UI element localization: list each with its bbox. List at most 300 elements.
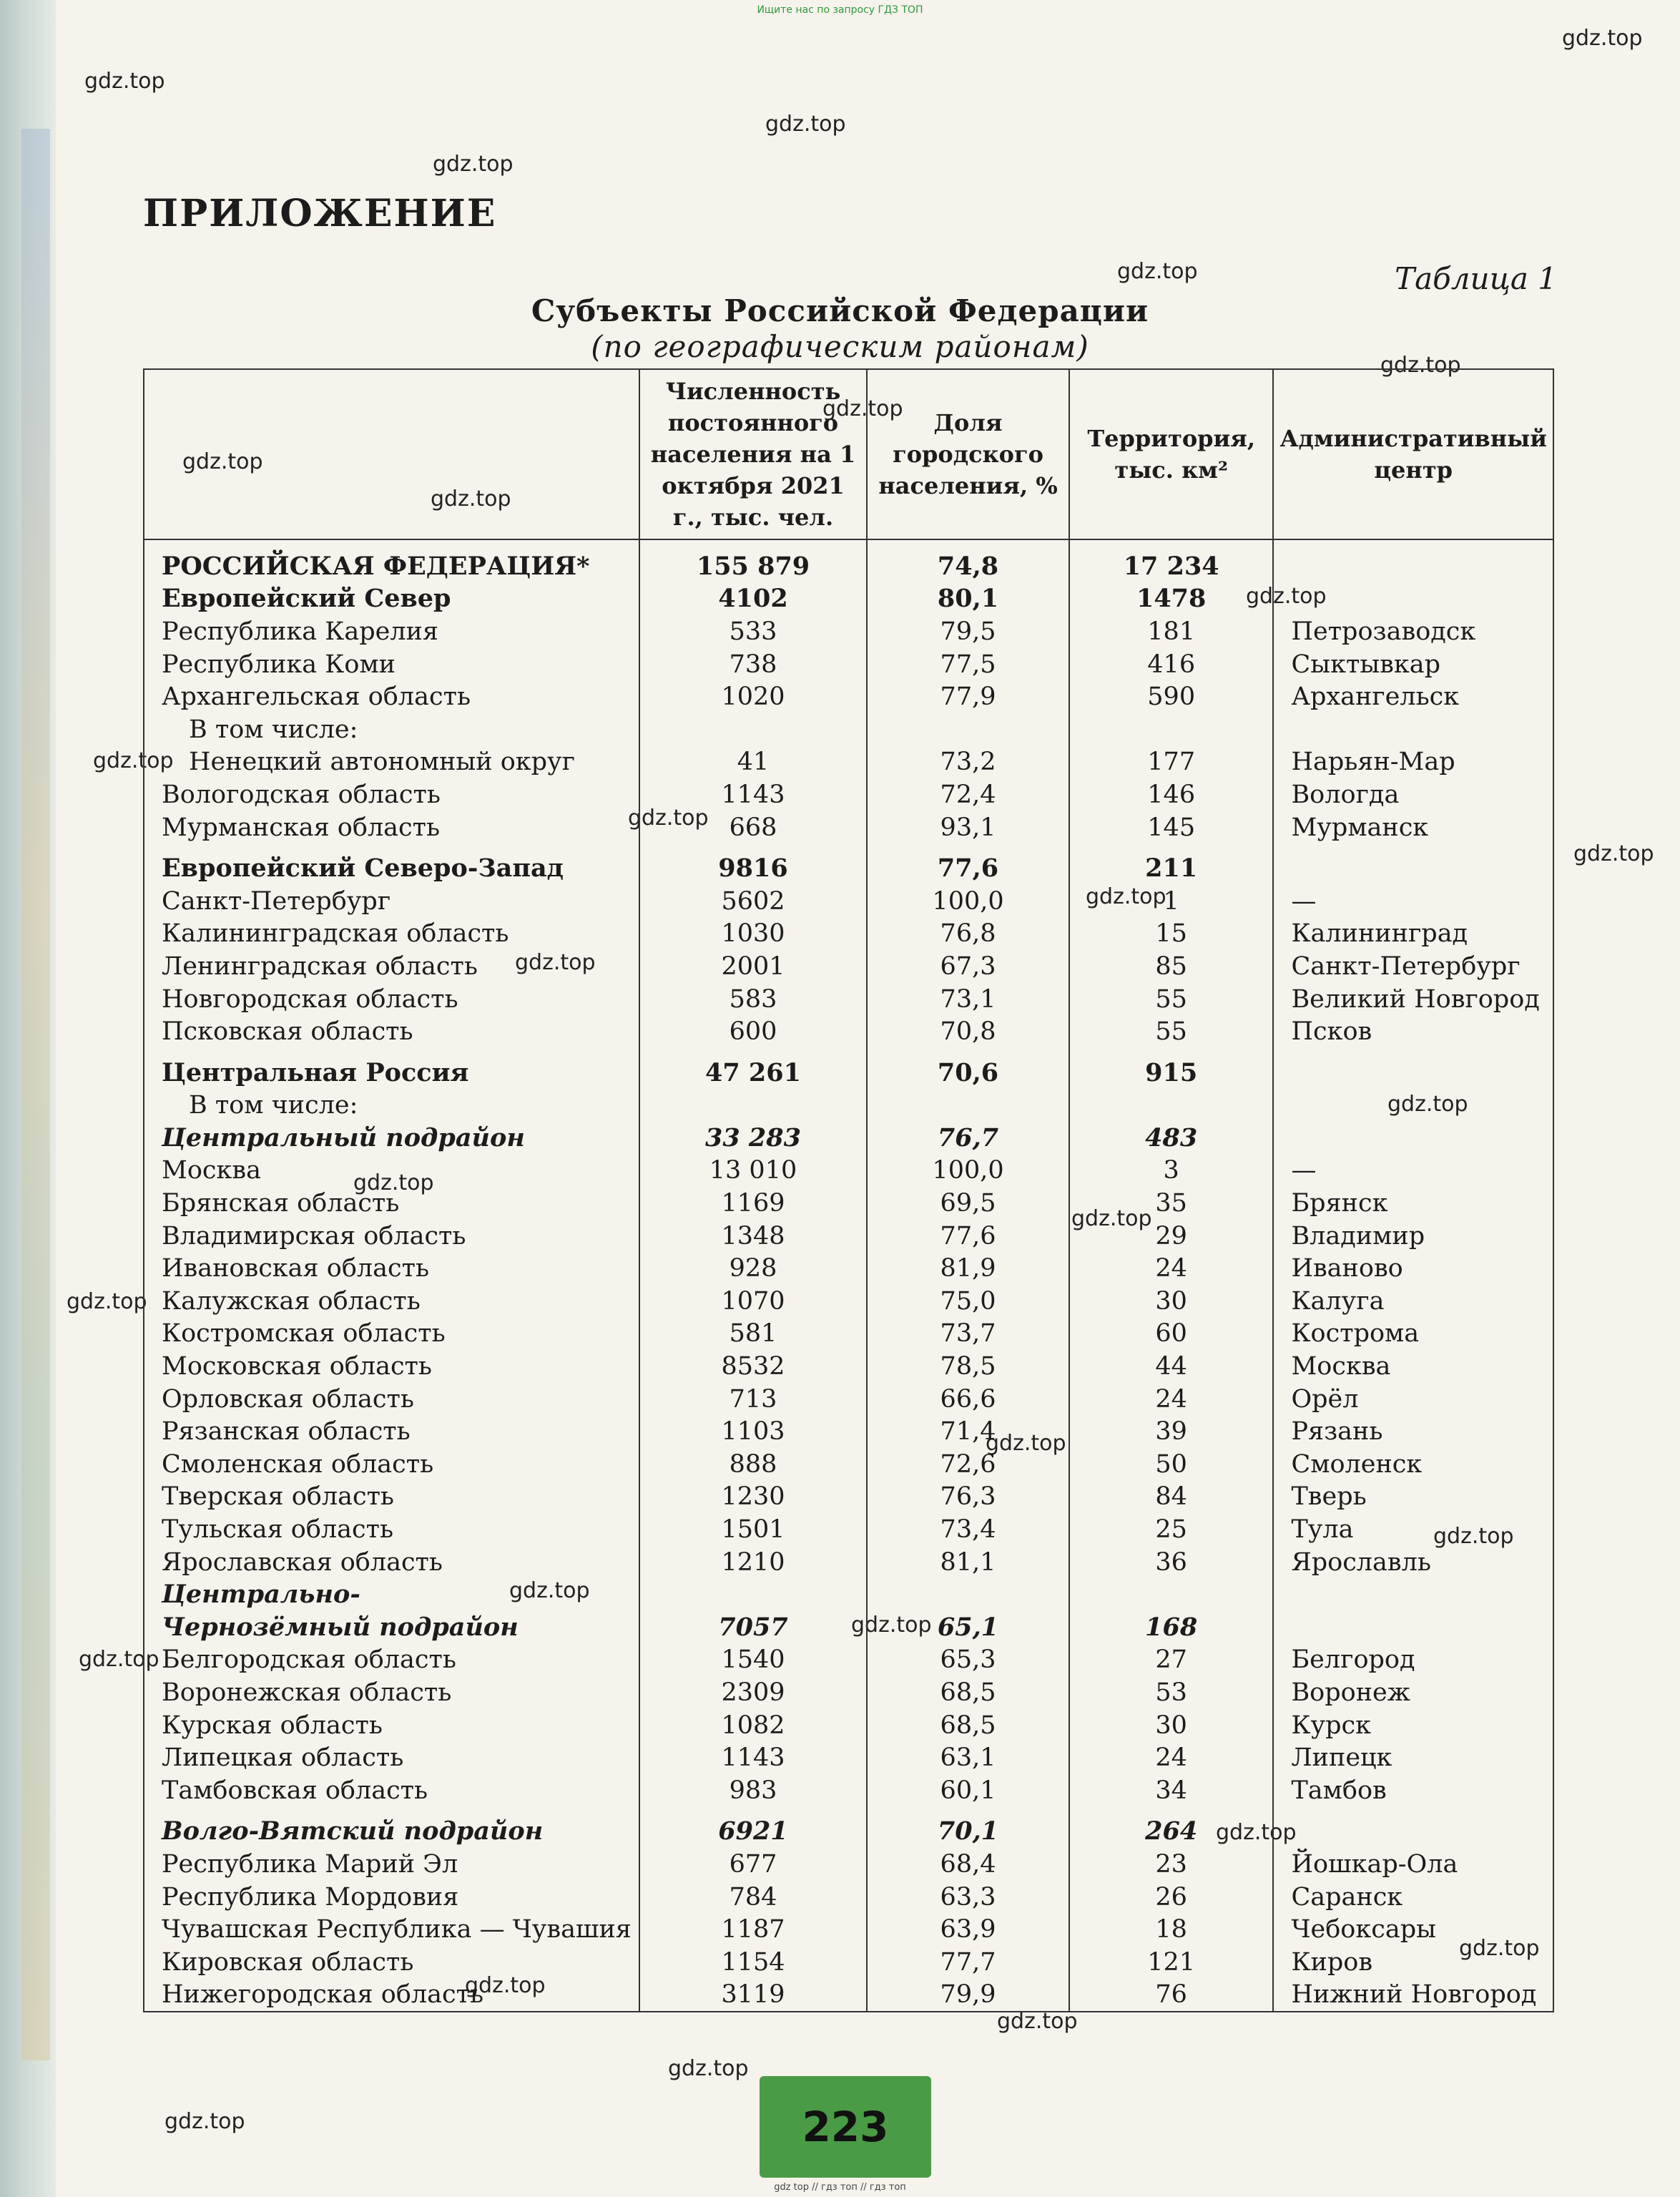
row-admin-center: Белгород	[1273, 1644, 1553, 1677]
row-population: 9816	[639, 843, 867, 885]
row-admin-center: Рязань	[1273, 1415, 1553, 1448]
row-population: 1230	[639, 1481, 867, 1514]
header-admin-center: Административный центр	[1273, 369, 1553, 539]
row-territory: 35	[1069, 1187, 1274, 1220]
row-name: Чувашская Республика — Чувашия	[144, 1913, 639, 1946]
table-row	[144, 1848, 1553, 1881]
appendix-title: ПРИЛОЖЕНИЕ	[143, 192, 497, 235]
row-admin-center: Воронеж	[1273, 1676, 1553, 1709]
row-territory: 84	[1069, 1481, 1274, 1514]
row-urban-share: 78,5	[867, 1350, 1069, 1383]
row-territory: 76	[1069, 1979, 1274, 2012]
row-name: РОССИЙСКАЯ ФЕДЕРАЦИЯ*	[144, 539, 639, 583]
watermark: gdz.top	[1562, 26, 1643, 51]
row-admin-center: Смоленск	[1273, 1448, 1553, 1481]
row-admin-center: Тамбов	[1273, 1774, 1553, 1807]
row-urban-share: 73,2	[867, 746, 1069, 779]
watermark: gdz.top	[79, 1647, 159, 1672]
row-territory: 36	[1069, 1546, 1274, 1579]
table-row	[144, 885, 1553, 918]
row-admin-center	[1273, 1807, 1553, 1849]
watermark: gdz.top	[1117, 259, 1198, 284]
row-population: 1154	[639, 1946, 867, 1979]
row-urban-share: 93,1	[867, 811, 1069, 844]
row-territory: 24	[1069, 1252, 1274, 1285]
row-name: Кировская область	[144, 1946, 639, 1979]
table-row	[144, 1774, 1553, 1807]
table-row	[144, 918, 1553, 951]
row-urban-share: 70,1	[867, 1807, 1069, 1849]
row-population: 533	[639, 615, 867, 648]
table-header-row	[144, 369, 1553, 539]
row-urban-share: 79,9	[867, 1979, 1069, 2012]
row-admin-center: Великий Новгород	[1273, 983, 1553, 1016]
table-row	[144, 1578, 1553, 1611]
row-admin-center	[1273, 583, 1553, 616]
row-territory: 53	[1069, 1676, 1274, 1709]
watermark: gdz.top	[1216, 1820, 1297, 1845]
row-territory: 24	[1069, 1383, 1274, 1416]
row-population: 1540	[639, 1644, 867, 1677]
header-population: Численность постоянного населения на 1 октября 2021 г., тыс. чел.	[639, 369, 867, 539]
row-territory: 264	[1069, 1807, 1274, 1849]
row-admin-center: Москва	[1273, 1350, 1553, 1383]
row-urban-share: 81,1	[867, 1546, 1069, 1579]
watermark: gdz.top	[1071, 1206, 1152, 1231]
row-admin-center: Курск	[1273, 1709, 1553, 1742]
row-admin-center: Вологда	[1273, 778, 1553, 811]
row-urban-share: 73,4	[867, 1513, 1069, 1546]
row-population: 7057	[639, 1611, 867, 1644]
row-admin-center: Ярославль	[1273, 1546, 1553, 1579]
row-urban-share: 77,5	[867, 648, 1069, 681]
row-admin-center: Тула	[1273, 1513, 1553, 1546]
row-population: 4102	[639, 583, 867, 616]
row-admin-center: Чебоксары	[1273, 1913, 1553, 1946]
row-name: Брянская область	[144, 1187, 639, 1220]
watermark: gdz.top	[851, 1613, 932, 1638]
row-territory: 85	[1069, 950, 1274, 983]
row-territory: 15	[1069, 918, 1274, 951]
row-urban-share: 77,6	[867, 843, 1069, 885]
row-name: Нижегородская область	[144, 1979, 639, 2012]
row-name: Новгородская область	[144, 983, 639, 1016]
row-admin-center	[1273, 1048, 1553, 1090]
row-urban-share: 71,4	[867, 1415, 1069, 1448]
row-population: 47 261	[639, 1048, 867, 1090]
row-admin-center: Нарьян-Мар	[1273, 746, 1553, 779]
row-name: Центральная Россия	[144, 1048, 639, 1090]
row-population: 600	[639, 1015, 867, 1048]
row-name: Мурманская область	[144, 811, 639, 844]
row-territory: 416	[1069, 648, 1274, 681]
row-urban-share: 81,9	[867, 1252, 1069, 1285]
row-population: 1020	[639, 680, 867, 713]
row-name: Псковская область	[144, 1015, 639, 1048]
table-row	[144, 1122, 1553, 1155]
row-name: Белгородская область	[144, 1644, 639, 1677]
row-admin-center: Псков	[1273, 1015, 1553, 1048]
table-row	[144, 1546, 1553, 1579]
row-population: 3119	[639, 1979, 867, 2012]
row-population: 983	[639, 1774, 867, 1807]
row-name: Воронежская область	[144, 1676, 639, 1709]
row-admin-center: Йошкар-Ола	[1273, 1848, 1553, 1881]
row-territory: 177	[1069, 746, 1274, 779]
row-urban-share: 60,1	[867, 1774, 1069, 1807]
row-urban-share: 68,5	[867, 1676, 1069, 1709]
row-urban-share: 68,4	[867, 1848, 1069, 1881]
row-territory: 915	[1069, 1048, 1274, 1090]
table-row	[144, 1048, 1553, 1090]
row-territory: 121	[1069, 1946, 1274, 1979]
row-name: Смоленская область	[144, 1448, 639, 1481]
row-territory: 1	[1069, 885, 1274, 918]
header-territory: Территория, тыс. км²	[1069, 369, 1274, 539]
row-population: 1348	[639, 1220, 867, 1253]
table-label: Таблица 1	[1395, 261, 1557, 296]
row-name: Ивановская область	[144, 1252, 639, 1285]
watermark: gdz.top	[1459, 1936, 1540, 1961]
row-urban-share: 79,5	[867, 615, 1069, 648]
row-name: Архангельская область	[144, 680, 639, 713]
row-admin-center: Липецк	[1273, 1741, 1553, 1774]
subjects-table	[143, 368, 1554, 2012]
row-territory: 181	[1069, 615, 1274, 648]
row-urban-share: 70,8	[867, 1015, 1069, 1048]
row-name: В том числе:	[144, 1090, 639, 1122]
row-population: 155 879	[639, 539, 867, 583]
row-urban-share: 66,6	[867, 1383, 1069, 1416]
row-territory: 55	[1069, 1015, 1274, 1048]
row-admin-center: Калуга	[1273, 1285, 1553, 1318]
row-population: 713	[639, 1383, 867, 1416]
row-admin-center: Орёл	[1273, 1383, 1553, 1416]
row-admin-center: Мурманск	[1273, 811, 1553, 844]
row-name: Чернозёмный подрайон	[144, 1611, 639, 1644]
row-population	[639, 1578, 867, 1611]
row-urban-share: 69,5	[867, 1187, 1069, 1220]
row-population: 1030	[639, 918, 867, 951]
row-admin-center: Калининград	[1273, 918, 1553, 951]
row-urban-share: 76,3	[867, 1481, 1069, 1514]
row-urban-share	[867, 713, 1069, 746]
row-admin-center	[1273, 1090, 1553, 1122]
row-name: Ярославская область	[144, 1546, 639, 1579]
watermark: gdz.top	[1086, 884, 1166, 909]
row-population	[639, 1090, 867, 1122]
row-admin-center: Иваново	[1273, 1252, 1553, 1285]
row-admin-center	[1273, 1122, 1553, 1155]
table-row	[144, 1611, 1553, 1644]
row-admin-center: Санкт-Петербург	[1273, 950, 1553, 983]
row-admin-center: —	[1273, 1155, 1553, 1188]
row-urban-share: 77,7	[867, 1946, 1069, 1979]
watermark: gdz.top	[67, 1289, 147, 1314]
table-row	[144, 778, 1553, 811]
table-row	[144, 746, 1553, 779]
row-admin-center: Брянск	[1273, 1187, 1553, 1220]
row-admin-center: Сыктывкар	[1273, 648, 1553, 681]
row-urban-share: 73,7	[867, 1318, 1069, 1351]
row-territory: 30	[1069, 1709, 1274, 1742]
row-name: Калининградская область	[144, 918, 639, 951]
row-name: Ленинградская область	[144, 950, 639, 983]
row-name: Европейский Север	[144, 583, 639, 616]
row-territory	[1069, 713, 1274, 746]
row-admin-center	[1273, 539, 1553, 583]
bottom-note: gdz top // гдз топ // гдз топ	[774, 2182, 906, 2193]
row-territory: 60	[1069, 1318, 1274, 1351]
watermark: gdz.top	[93, 748, 174, 773]
row-name: Центральный подрайон	[144, 1122, 639, 1155]
row-admin-center	[1273, 1578, 1553, 1611]
row-name: Курская область	[144, 1709, 639, 1742]
row-name: Москва	[144, 1155, 639, 1188]
table-row	[144, 950, 1553, 983]
row-population: 668	[639, 811, 867, 844]
table-row	[144, 680, 1553, 713]
row-population: 888	[639, 1448, 867, 1481]
row-population: 581	[639, 1318, 867, 1351]
table-row	[144, 1676, 1553, 1709]
watermark: gdz.top	[509, 1578, 590, 1603]
watermark: gdz.top	[182, 449, 263, 474]
table-row	[144, 1741, 1553, 1774]
row-admin-center: Киров	[1273, 1946, 1553, 1979]
row-admin-center	[1273, 713, 1553, 746]
row-urban-share: 67,3	[867, 950, 1069, 983]
table-row	[144, 713, 1553, 746]
table-row	[144, 648, 1553, 681]
row-population: 677	[639, 1848, 867, 1881]
row-population: 1103	[639, 1415, 867, 1448]
row-name: Тверская область	[144, 1481, 639, 1514]
row-name: Владимирская область	[144, 1220, 639, 1253]
row-urban-share: 77,9	[867, 680, 1069, 713]
table-row	[144, 1881, 1553, 1914]
watermark: gdz.top	[164, 2109, 245, 2134]
row-urban-share: 63,1	[867, 1741, 1069, 1774]
table-row	[144, 811, 1553, 844]
row-urban-share: 63,9	[867, 1913, 1069, 1946]
row-urban-share: 100,0	[867, 885, 1069, 918]
row-population: 6921	[639, 1807, 867, 1849]
row-name: Калужская область	[144, 1285, 639, 1318]
table-caption: Субъекты Российской Федерации	[531, 293, 1149, 328]
row-admin-center: Кострома	[1273, 1318, 1553, 1351]
row-population: 1501	[639, 1513, 867, 1546]
watermark: gdz.top	[628, 806, 709, 831]
row-urban-share	[867, 1090, 1069, 1122]
row-territory: 211	[1069, 843, 1274, 885]
watermark: gdz.top	[1573, 841, 1654, 866]
row-name: Республика Коми	[144, 648, 639, 681]
row-population: 2309	[639, 1676, 867, 1709]
row-territory: 24	[1069, 1741, 1274, 1774]
table-row	[144, 1090, 1553, 1122]
row-urban-share: 80,1	[867, 583, 1069, 616]
row-territory: 27	[1069, 1644, 1274, 1677]
row-population: 1070	[639, 1285, 867, 1318]
row-population: 1169	[639, 1187, 867, 1220]
row-territory: 483	[1069, 1122, 1274, 1155]
row-urban-share: 76,7	[867, 1122, 1069, 1155]
table-row	[144, 1187, 1553, 1220]
row-urban-share: 77,6	[867, 1220, 1069, 1253]
row-territory	[1069, 1090, 1274, 1122]
table-row	[144, 1807, 1553, 1849]
row-name: Санкт-Петербург	[144, 885, 639, 918]
table-row	[144, 1383, 1553, 1416]
table-row	[144, 1155, 1553, 1188]
row-urban-share	[867, 1578, 1069, 1611]
row-population: 738	[639, 648, 867, 681]
row-territory	[1069, 1578, 1274, 1611]
row-urban-share: 76,8	[867, 918, 1069, 951]
table-row	[144, 843, 1553, 885]
row-population: 41	[639, 746, 867, 779]
row-urban-share: 63,3	[867, 1881, 1069, 1914]
top-note: Ищите нас по запросу ГДЗ ТОП	[757, 4, 923, 16]
watermark: gdz.top	[515, 950, 596, 975]
row-territory: 55	[1069, 983, 1274, 1016]
table-subcaption: (по географическим районам)	[591, 329, 1089, 364]
row-admin-center: Тверь	[1273, 1481, 1553, 1514]
row-territory: 30	[1069, 1285, 1274, 1318]
row-admin-center: —	[1273, 885, 1553, 918]
row-territory: 39	[1069, 1415, 1274, 1448]
row-population: 8532	[639, 1350, 867, 1383]
table-row	[144, 615, 1553, 648]
watermark: gdz.top	[84, 69, 165, 94]
row-admin-center: Саранск	[1273, 1881, 1553, 1914]
row-population: 1143	[639, 1741, 867, 1774]
table-row	[144, 1448, 1553, 1481]
row-population: 1187	[639, 1913, 867, 1946]
row-population: 583	[639, 983, 867, 1016]
table-row	[144, 1709, 1553, 1742]
row-name: Костромская область	[144, 1318, 639, 1351]
page-number: 223	[760, 2076, 931, 2178]
row-territory: 1478	[1069, 583, 1274, 616]
row-name: Волго-Вятский подрайон	[144, 1807, 639, 1849]
table-row	[144, 1513, 1553, 1546]
table-row	[144, 1979, 1553, 2012]
row-territory: 23	[1069, 1848, 1274, 1881]
row-population: 2001	[639, 950, 867, 983]
row-population: 1143	[639, 778, 867, 811]
table-row	[144, 1318, 1553, 1351]
row-name: Московская область	[144, 1350, 639, 1383]
watermark: gdz.top	[1387, 1092, 1468, 1117]
row-population: 13 010	[639, 1155, 867, 1188]
row-urban-share: 73,1	[867, 983, 1069, 1016]
table-row	[144, 1015, 1553, 1048]
row-admin-center: Нижний Новгород	[1273, 1979, 1553, 2012]
watermark: gdz.top	[433, 152, 514, 177]
header-urban-share: Доля городского населения, %	[867, 369, 1069, 539]
table-row	[144, 1644, 1553, 1677]
row-territory: 17 234	[1069, 539, 1274, 583]
row-name: Липецкая область	[144, 1741, 639, 1774]
row-urban-share: 65,3	[867, 1644, 1069, 1677]
table-row	[144, 1252, 1553, 1285]
row-urban-share: 70,6	[867, 1048, 1069, 1090]
row-territory: 168	[1069, 1611, 1274, 1644]
row-name: Республика Карелия	[144, 615, 639, 648]
row-population: 928	[639, 1252, 867, 1285]
watermark: gdz.top	[431, 486, 511, 512]
row-name: Европейский Северо-Запад	[144, 843, 639, 885]
row-population: 5602	[639, 885, 867, 918]
table-row	[144, 1913, 1553, 1946]
watermark: gdz.top	[1246, 584, 1327, 609]
row-territory: 590	[1069, 680, 1274, 713]
watermark: gdz.top	[765, 112, 846, 137]
row-name: Ненецкий автономный округ	[144, 746, 639, 779]
table-row	[144, 539, 1553, 583]
row-admin-center: Архангельск	[1273, 680, 1553, 713]
row-name: В том числе:	[144, 713, 639, 746]
row-urban-share: 68,5	[867, 1709, 1069, 1742]
watermark: gdz.top	[465, 1973, 546, 1998]
row-territory: 50	[1069, 1448, 1274, 1481]
row-name: Тамбовская область	[144, 1774, 639, 1807]
row-territory: 25	[1069, 1513, 1274, 1546]
row-name: Республика Мордовия	[144, 1881, 639, 1914]
row-admin-center: Петрозаводск	[1273, 615, 1553, 648]
row-urban-share: 74,8	[867, 539, 1069, 583]
watermark: gdz.top	[822, 396, 903, 421]
row-admin-center	[1273, 1611, 1553, 1644]
watermark: gdz.top	[986, 1431, 1066, 1456]
row-name: Центрально-	[144, 1578, 639, 1611]
row-urban-share: 100,0	[867, 1155, 1069, 1188]
watermark: gdz.top	[1380, 353, 1461, 378]
row-urban-share: 72,6	[867, 1448, 1069, 1481]
row-territory: 145	[1069, 811, 1274, 844]
row-population	[639, 713, 867, 746]
row-name: Вологодская область	[144, 778, 639, 811]
row-territory: 18	[1069, 1913, 1274, 1946]
row-population: 784	[639, 1881, 867, 1914]
row-name: Рязанская область	[144, 1415, 639, 1448]
header-name	[144, 369, 639, 539]
row-territory: 34	[1069, 1774, 1274, 1807]
row-territory: 146	[1069, 778, 1274, 811]
row-admin-center	[1273, 843, 1553, 885]
row-population: 1210	[639, 1546, 867, 1579]
row-territory: 44	[1069, 1350, 1274, 1383]
row-population: 33 283	[639, 1122, 867, 1155]
table-row	[144, 1481, 1553, 1514]
row-name: Республика Марий Эл	[144, 1848, 639, 1881]
table-row	[144, 1285, 1553, 1318]
watermark: gdz.top	[997, 2009, 1078, 2034]
row-admin-center: Владимир	[1273, 1220, 1553, 1253]
row-name: Тульская область	[144, 1513, 639, 1546]
row-territory: 3	[1069, 1155, 1274, 1188]
table-row	[144, 1946, 1553, 1979]
table-row	[144, 1415, 1553, 1448]
table-row	[144, 983, 1553, 1016]
watermark: gdz.top	[668, 2056, 749, 2081]
row-territory: 26	[1069, 1881, 1274, 1914]
row-urban-share: 65,1	[867, 1611, 1069, 1644]
row-territory: 29	[1069, 1220, 1274, 1253]
table-row	[144, 583, 1553, 616]
